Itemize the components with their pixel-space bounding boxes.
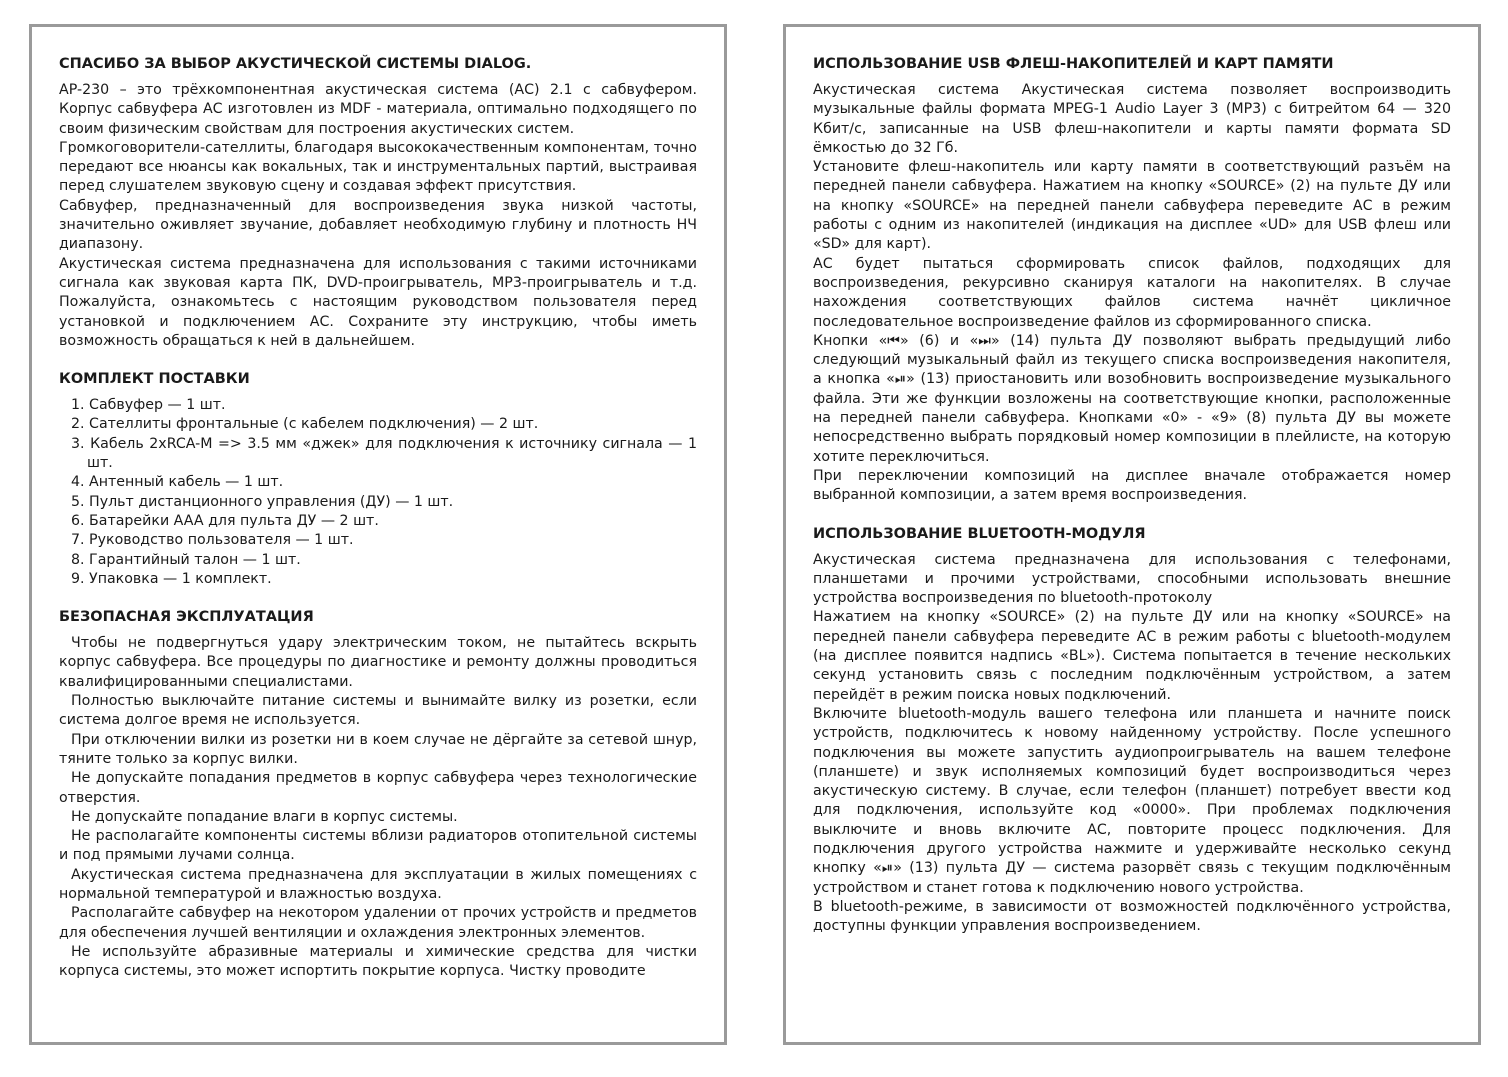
paragraph: АС будет пытаться сформировать список файлов, подходящих для воспроизведения, рекурсивно сканируя каталоги на накопителях. В случае нахождения соответствующих файлов система начнёт цикличное последовательное воспроизведение файлов из сформированного списка. [813, 255, 1451, 330]
package-list [59, 396, 697, 589]
section-thanks [59, 54, 697, 351]
section-title-package: КОМПЛЕКТ ПОСТАВКИ [59, 371, 250, 388]
list-item: 9. Упаковка — 1 комплект. [71, 570, 272, 587]
paragraph: Включите bluetooth-модуль вашего телефона или планшета и начните поиск устройств, подключитесь к новому найденному устройству. После успешного подключения вы можете запустить аудиопроигрыватель на вашем телефоне (планшете) и звук исполняемых композиций будет воспроизводиться через акустическую систему. В случае, если телефон (планшет) потребует ввести код для подключения, используйте код «0000». При проблемах подключения выключите и вновь включите АС, повторите процесс подключения. Для подключения другого устройства нажмите и удерживайте несколько секунд кнопку «⏯» (13) пульта ДУ — система разорвёт связь с текущим подключённым устройством и станет готова к подключению нового устройства. [813, 705, 1451, 896]
paragraph: Нажатием на кнопку «SOURCE» (2) на пульте ДУ или на кнопку «SOURCE» на передней панели сабвуфера переведите АС в режим работы с bluetooth-модулем (на дисплее появится надпись «BL»). Система попытается в течение нескольких секунд установить связь с последним подключённым устройством, а затем перейдёт в режим поиска новых подключений. [813, 609, 1451, 703]
list-item: 4. Антенный кабель — 1 шт. [71, 474, 284, 491]
section-usb [813, 54, 1451, 506]
paragraph: Кнопки «⏮» (6) и «⏭» (14) пульта ДУ позволяют выбрать предыдущий либо следующий музыкальный файл из текущего списка воспроизведения накопителя, а кнопка «⏯» (13) приостановить или возобновить воспроизведение музыкального файла. Эти же функции возложены на соответствующие кнопки, расположенные на передней панели сабвуфера. Кнопками «0» - «9» (8) пульта ДУ вы можете непосредственно выбрать порядковый номер композиции в плейлисте, на которую хотите переключиться. [813, 332, 1451, 465]
paragraph: Установите флеш-накопитель или карту памяти в соответствующий разъём на передней панели сабвуфера. Нажатием на кнопку «SOURCE» (2) на пульте ДУ или на кнопку «SOURCE» на передней панели сабвуфера переведите АС в режим работы с одним из накопителей (индикация на дисплее «UD» для USB флеш или «SD» для карт). [813, 159, 1451, 253]
list-item: 8. Гарантийный талон — 1 шт. [71, 551, 301, 568]
paragraph: Не допускайте попадания предметов в корпус сабвуфера через технологические отверстия. [59, 770, 697, 806]
paragraph: В bluetooth-режиме, в зависимости от возможностей подключённого устройства, доступны функции управления воспроизведением. [813, 898, 1451, 935]
left-page [29, 24, 727, 1045]
list-item: 3. Кабель 2xRCA-M => 3.5 мм «джек» для подключения к источнику сигнала — 1 шт. [71, 435, 697, 472]
paragraph: Акустическая система предназначена для использования с телефонами, планшетами и прочими устройствами, способными использовать внешние устройства воспроизведения по bluetooth-протоколу [813, 551, 1451, 607]
paragraph: Чтобы не подвергнуться удару электрическим током, не пытайтесь вскрыть корпус сабвуфера. Все процедуры по диагностике и ремонту должны проводиться квалифицированными специалистами. [59, 635, 697, 690]
paragraph: AP-230 – это трёхкомпонентная акустическая система (АС) 2.1 с сабвуфером. Корпус сабвуфера АС изготовлен из MDF - материала, оптимально подходящего по своим физическим свойствам для построения акустических систем. [59, 82, 697, 137]
section-bluetooth [813, 524, 1451, 937]
paragraph: Акустическая система Акустическая система позволяет воспроизводить музыкальные файлы формата MPEG-1 Audio Layer 3 (MP3) с битрейтом 64 — 320 Кбит/с, записанные на USB флеш-накопители и карты памяти формата SD ёмкостью до 32 Гб. [813, 82, 1451, 156]
list-item: 7. Руководство пользователя — 1 шт. [71, 532, 354, 549]
paragraph: Не располагайте компоненты системы вблизи радиаторов отопительной системы и под прямыми лучами солнца. [59, 828, 697, 864]
paragraph: Акустическая система предназначена для использования с такими источниками сигнала как звуковая карта ПК, DVD-проигрыватель, MP3-проигрыватель и т.д. Пожалуйста, ознакомьтесь с настоящим руководством пользователя перед установкой и подключением АС. Сохраните эту инструкцию, чтобы иметь возможность обращаться к ней в дальнейшем. [59, 255, 697, 349]
paragraph: Не допускайте попадание влаги в корпус системы. [71, 808, 458, 825]
section-title-thanks: СПАСИБО ЗА ВЫБОР АКУСТИЧЕСКОЙ СИСТЕМЫ DIALOG. [59, 56, 532, 72]
list-item: 2. Сателлиты фронтальные (с кабелем подключения) — 2 шт. [71, 416, 539, 433]
list-item: 1. Сабвуфер — 1 шт. [71, 397, 226, 414]
list-item: 5. Пульт дистанционного управления (ДУ) — 1 шт. [71, 493, 454, 510]
paragraph: При отключении вилки из розетки ни в коем случае не дёргайте за сетевой шнур, тяните только за корпус вилки. [59, 731, 697, 767]
paragraph: Сабвуфер, предназначенный для воспроизведения звука низкой частоты, значительно оживляет звучание, добавляет необходимую глубину и плотность НЧ диапазону. [59, 197, 697, 253]
paragraph: Акустическая система предназначена для эксплуатации в жилых помещениях с нормальной температурой и влажностью воздуха. [59, 866, 697, 902]
list-item: 6. Батарейки AAA для пульта ДУ — 2 шт. [71, 512, 379, 529]
paragraph: Не используйте абразивные материалы и химические средства для чистки корпуса системы, это может испортить покрытие корпуса. Чистку проводите [59, 943, 697, 980]
paragraph: При переключении композиций на дисплее вначале отображается номер выбранной композиции, а затем время воспроизведения. [813, 467, 1451, 504]
paragraph: Громкоговорители-сателлиты, благодаря высококачественным компонентам, точно передают все нюансы как вокальных, так и инструментальных партий, выстраивая перед слушателем звуковую сцену и создавая эффект присутствия. [59, 139, 697, 195]
section-safety [59, 607, 697, 981]
section-title-safety: БЕЗОПАСНАЯ ЭКСПЛУАТАЦИЯ [59, 609, 314, 626]
section-title-bluetooth: ИСПОЛЬЗОВАНИЕ BLUETOOTH-МОДУЛЯ [813, 525, 1146, 542]
paragraph: Располагайте сабвуфер на некотором удалении от прочих устройств и предметов для обеспечения лучшей вентиляции и охлаждения электронных элементов. [59, 905, 697, 941]
paragraph: Полностью выключайте питание системы и вынимайте вилку из розетки, если система долгое время не используется. [59, 693, 697, 729]
right-page [783, 24, 1481, 1045]
section-title-usb: ИСПОЛЬЗОВАНИЕ USB ФЛЕШ-НАКОПИТЕЛЕЙ И КАРТ ПАМЯТИ [813, 56, 1334, 72]
section-package-contents [59, 369, 697, 589]
